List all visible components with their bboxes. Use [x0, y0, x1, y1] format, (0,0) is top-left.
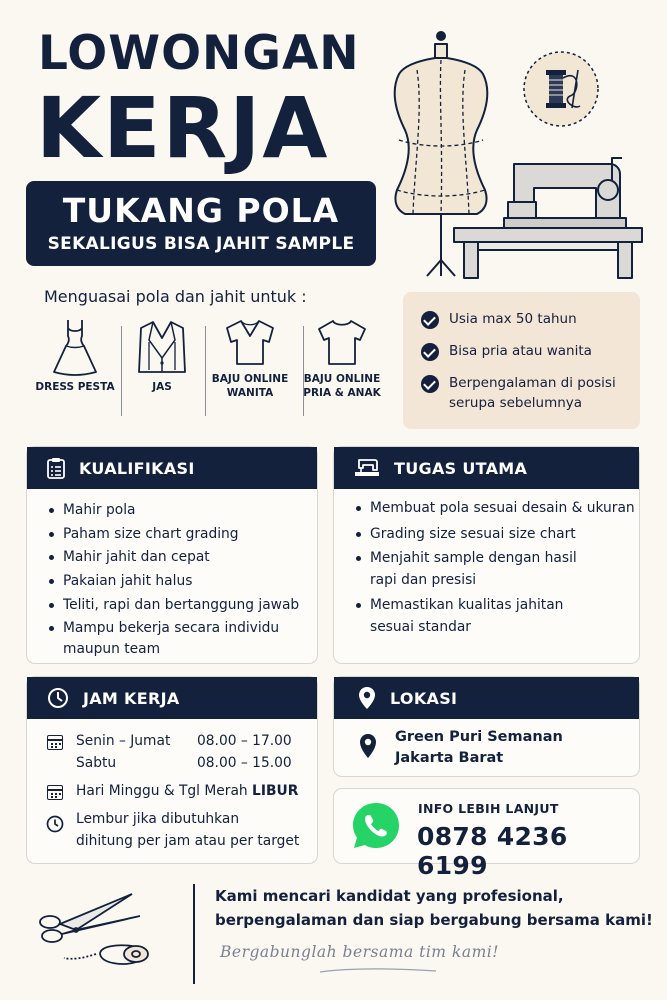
footer-line-1: Kami mencari kandidat yang profesional,: [215, 887, 564, 905]
tugas-list: [334, 489, 639, 638]
skills-heading: Menguasai pola dan jahit untuk :: [44, 287, 307, 306]
schedule-day: Sabtu: [76, 755, 117, 771]
underline-swash: [318, 966, 438, 976]
job-title: TUKANG POLA: [62, 191, 340, 230]
jam-kerja-card: [26, 676, 318, 864]
list-item: Memastikan kualitas jahitan sesuai standar: [356, 595, 576, 638]
footer-line-2: berpengalaman dan siap bergabung bersama kami!: [215, 911, 653, 929]
skill-baju-online-wanita: [202, 318, 298, 400]
location-line-2: Jakarta Barat: [395, 750, 504, 766]
requirement-item: Usia max 50 tahun: [421, 310, 577, 330]
title-line-2: KERJA: [36, 79, 330, 177]
location-pin-icon: [358, 686, 376, 710]
blazer-icon: [137, 318, 187, 376]
list-item: Pakaian jahit halus: [49, 570, 317, 594]
contact-card: [333, 788, 640, 880]
calendar-icon: [47, 735, 63, 750]
holiday-text: Hari Minggu & Tgl Merah LIBUR: [76, 783, 299, 799]
tugas-utama-card: [333, 446, 640, 664]
thread-spool-icon: [522, 48, 600, 130]
list-item: Membuat pola sesuai desain & ukuran: [356, 497, 639, 521]
location-pin-icon: [359, 733, 377, 759]
card-header: [334, 677, 639, 719]
blouse-icon: [223, 318, 277, 368]
check-icon: [421, 375, 439, 393]
phone-number[interactable]: 0878 4236 6199: [417, 822, 568, 880]
kualifikasi-list: [27, 489, 317, 660]
kualifikasi-card: [26, 446, 318, 664]
footer-tagline: Bergabunglah bersama tim kami!: [220, 943, 499, 961]
card-title: JAM KERJA: [83, 688, 180, 708]
sewing-machine-small-icon: [354, 458, 380, 478]
clock-icon: [47, 687, 69, 709]
sewing-machine-icon: [452, 150, 644, 280]
skill-label: JAS: [152, 381, 172, 393]
skill-label: DRESS PESTA: [35, 381, 115, 393]
skill-jas: [114, 318, 210, 394]
lokasi-card: [333, 676, 640, 777]
list-item: Paham size chart grading: [49, 523, 317, 547]
card-header: [27, 447, 317, 489]
overtime-line-1: Lembur jika dibutuhkan: [76, 811, 240, 827]
requirements-box: [403, 292, 640, 429]
list-item: Menjahit sample dengan hasil rapi dan presisi: [356, 548, 601, 591]
card-header: [27, 677, 317, 719]
check-icon: [421, 343, 439, 361]
skill-dress-pesta: [27, 318, 123, 394]
check-icon: [421, 311, 439, 329]
requirement-item: Berpengalaman di posisi serupa sebelumnya: [421, 374, 616, 413]
list-item: Mampu bekerja secara individu maupun team: [49, 618, 289, 661]
clock-icon: [46, 815, 64, 833]
footer-divider: [193, 884, 195, 984]
job-title-banner: [26, 181, 376, 266]
card-header: [334, 447, 639, 489]
scissors-tape-icon: [36, 888, 158, 968]
list-item: Mahir jahit dan cepat: [49, 546, 317, 570]
clipboard-icon: [47, 457, 65, 479]
job-subtitle: SEKALIGUS BISA JAHIT SAMPLE: [47, 234, 355, 254]
whatsapp-icon[interactable]: [350, 800, 402, 852]
skill-label: BAJU ONLINE WANITA: [211, 373, 289, 400]
title-line-1: LOWONGAN: [38, 26, 360, 81]
list-item: Grading size sesuai size chart: [356, 523, 639, 547]
skill-label: BAJU ONLINE PRIA & ANAK: [303, 373, 381, 400]
tshirt-icon: [315, 318, 369, 368]
list-item: Mahir pola: [49, 499, 317, 523]
schedule-day: Senin – Jumat: [76, 733, 171, 749]
schedule-time: 08.00 – 17.00: [197, 733, 292, 749]
skill-baju-online-pria-anak: [294, 318, 390, 400]
contact-label: INFO LEBIH LANJUT: [418, 801, 559, 816]
card-title: LOKASI: [390, 688, 458, 708]
list-item: Teliti, rapi dan bertanggung jawab: [49, 594, 317, 618]
card-title: KUALIFIKASI: [79, 458, 195, 478]
card-title: TUGAS UTAMA: [394, 458, 528, 478]
calendar-icon: [47, 785, 63, 800]
requirement-item: Bisa pria atau wanita: [421, 342, 592, 362]
overtime-line-2: dihitung per jam atau per target: [76, 833, 300, 849]
holiday-strong: LIBUR: [252, 783, 299, 799]
location-line-1: Green Puri Semanan: [395, 729, 563, 745]
dress-icon: [52, 318, 98, 376]
schedule-time: 08.00 – 15.00: [197, 755, 292, 771]
